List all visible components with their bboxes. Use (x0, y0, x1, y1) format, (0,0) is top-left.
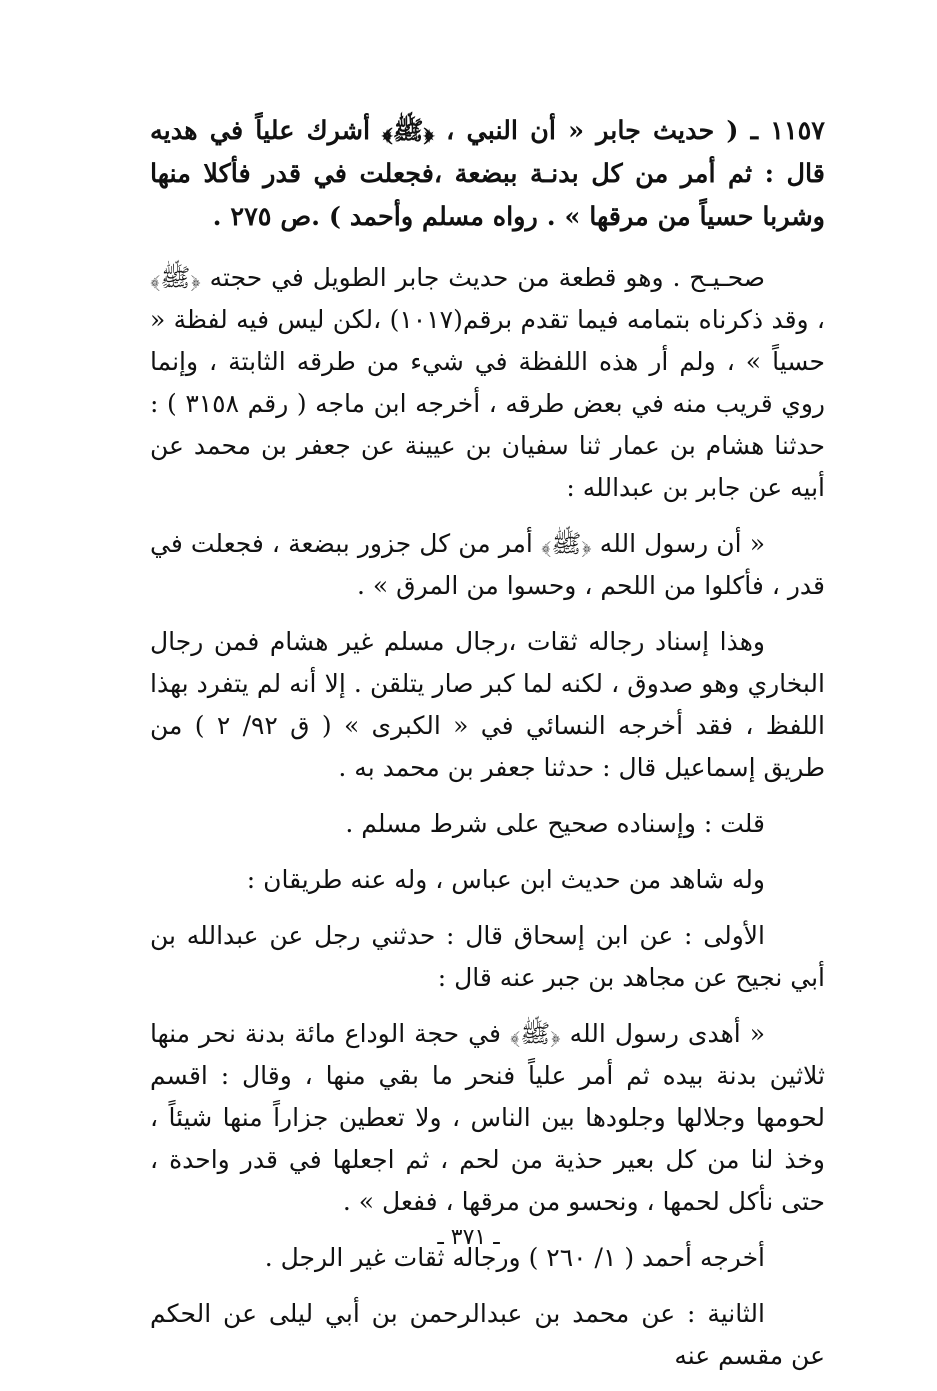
paragraph-takhrij: أخرجه أحمد ( ١/ ٢٦٠ ) ورجاله ثقات غير الرجل . (264, 1243, 765, 1272)
paragraph-isnad: وهذا إسناد رجاله ثقات ،رجال مسلم غير هشام فمن رجال البخاري وهو صدوق ، لكنه لما كبر صار يتلقن . إلا أنه لم يتفرد بهذا اللفظ ، فقد أخرجه النسائي في « الكبرى » ( ق ٩٢/ ٢ ) من طريق إسماعيل قال : حدثنا جعفر بن محمد به . (150, 627, 825, 782)
paragraph-first-route: الأولى : عن ابن إسحاق قال : حدثني رجل عن عبدالله بن أبي نجيح عن مجاهد بن جبر عنه قال : (150, 921, 825, 992)
paragraph-quote-1: « أن رسول الله ﴿ﷺ﴾ أمر من كل جزور ببضعة ، فجعلت في قدر ، فأكلوا من اللحم ، وحسوا من المرق » . (150, 529, 825, 600)
paragraph-witness: وله شاهد من حديث ابن عباس ، وله عنه طريقان : (246, 865, 765, 894)
hadith-heading: ١١٥٧ ـ ( حديث جابر « أن النبي ، ﴿ﷺ﴾ أشرك علياً في هديه قال : ثم أمر من كل بدنـة ببضعة ،فجعلت في قدر فأكلا منها وشربا حسياً من مرقها » . رواه مسلم وأحمد ) .ص ٢٧٥ . (150, 116, 825, 232)
paragraph-second-route: الثانية : عن محمد بن عبدالرحمن بن أبي ليلى عن الحكم عن مقسم عنه (150, 1299, 825, 1370)
paragraph-grading: صحـيـح . وهو قطعة من حديث جابر الطويل في حجته ﴿ﷺ﴾ ، وقد ذكرناه بتمامه فيما تقدم برقم(١٠١٧) ،لكن ليس فيه لفظة « حسياً » ، ولم أر هذه اللفظة في شيء من طرقه الثابتة ، وإنما روي قريب منه في بعض طرقه ، أخرجه ابن ماجه ( رقم ٣١٥٨ ) : حدثنا هشام بن عمار ثنا سفيان بن عيينة عن جعفر بن محمد عن أبيه عن جابر بن عبدالله : (150, 263, 825, 502)
paragraph-quote-2: « أهدى رسول الله ﴿ﷺ﴾ في حجة الوداع مائة بدنة نحر منها ثلاثين بدنة بيده ثم أمر علياً فنحر ما بقي منها ، وقال : اقسم لحومها وجلالها وجلودها بين الناس ، ولا تعطين جزاراً منها شيئاً ، وخذ لنا من كل بعير حذية من لحم ، ثم اجعلها في قدر واحدة ، حتى نأكل لحمها ، ونحسو من مرقها ، ففعل » . (150, 1019, 825, 1216)
page-number: ـ ٣٧١ ـ (437, 1225, 500, 1250)
page-body (150, 110, 825, 1391)
paragraph-verdict: قلت : وإسناده صحيح على شرط مسلم . (345, 809, 765, 838)
